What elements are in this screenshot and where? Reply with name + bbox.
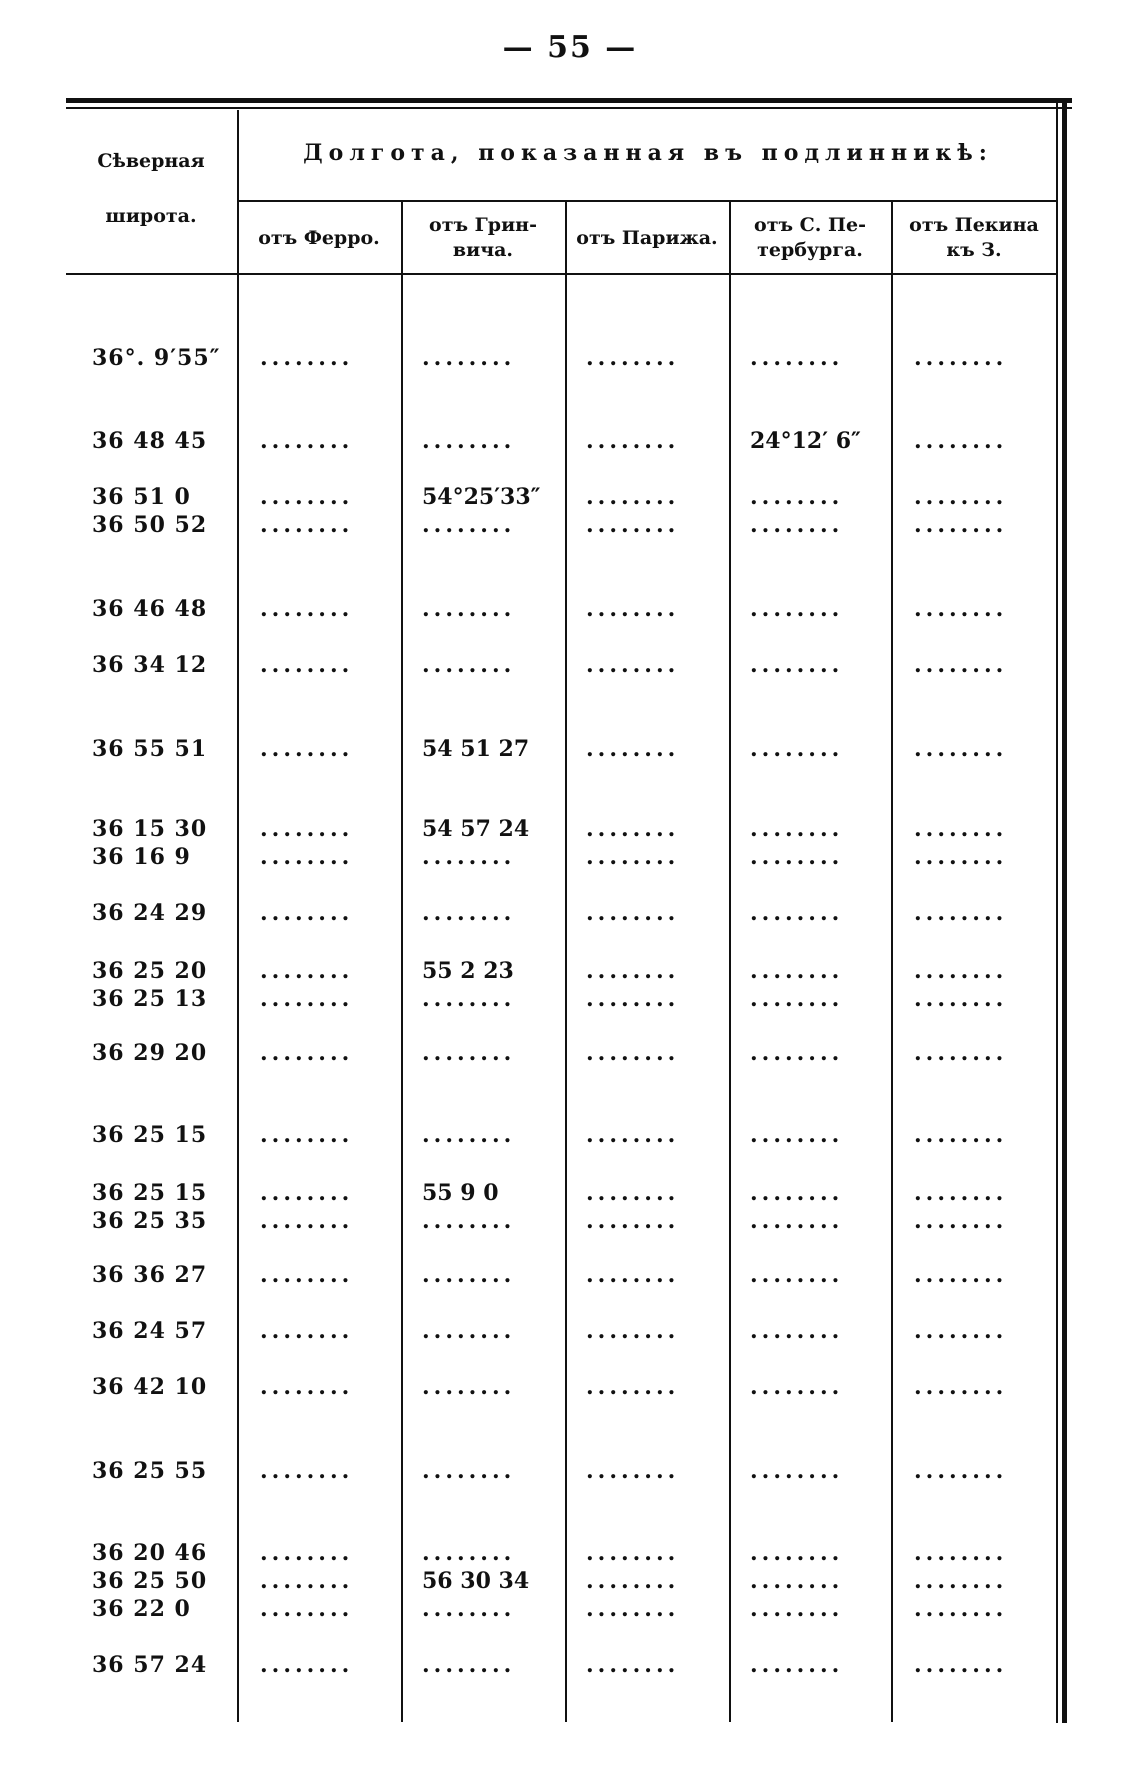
petersburg-cell: ........	[750, 1262, 844, 1288]
paris-cell: ........	[586, 512, 680, 538]
table-row	[66, 1122, 1066, 1150]
greenwich-cell: ........	[422, 512, 516, 538]
longitude-header-title: Долгота, показанная въ подлинникѣ:	[303, 140, 993, 166]
peking-cell: ........	[914, 1122, 1008, 1148]
latitude-cell: 36 25 15	[92, 1122, 208, 1148]
latitude-cell: 36 25 15	[92, 1180, 208, 1206]
table-row	[66, 1040, 1066, 1068]
peking-cell: ........	[914, 1180, 1008, 1206]
paris-cell: ........	[586, 1318, 680, 1344]
column-header-greenwich-l2: вича.	[452, 239, 514, 261]
greenwich-cell: 54°25′33″	[422, 484, 541, 510]
paris-cell: ........	[586, 1122, 680, 1148]
ferro-cell: ........	[260, 900, 354, 926]
ferro-cell: ........	[260, 1122, 354, 1148]
greenwich-cell: ........	[422, 345, 516, 371]
latitude-cell: 36 16 9	[92, 844, 191, 870]
latitude-cell: 36 51 0	[92, 484, 191, 510]
ferro-cell: ........	[260, 1540, 354, 1566]
greenwich-cell: ........	[422, 1374, 516, 1400]
latitude-cell: 36 46 48	[92, 596, 208, 622]
greenwich-cell: 56 30 34	[422, 1568, 530, 1594]
paris-cell: ........	[586, 484, 680, 510]
greenwich-cell: 55 2 23	[422, 958, 514, 984]
petersburg-cell: ........	[750, 900, 844, 926]
column-header-petersburg-l1: отъ С. Пе-	[754, 214, 866, 236]
ferro-cell: ........	[260, 1458, 354, 1484]
column-header-peking-l1: отъ Пекина	[909, 214, 1039, 236]
column-header-ferro-l1: отъ Ферро.	[258, 226, 380, 249]
table-row	[66, 844, 1066, 872]
petersburg-cell: ........	[750, 1596, 844, 1622]
peking-cell: ........	[914, 1374, 1008, 1400]
ferro-cell: ........	[260, 958, 354, 984]
top-rule-thick	[66, 98, 1072, 103]
table-row	[66, 736, 1066, 764]
table-row	[66, 596, 1066, 624]
greenwich-cell: ........	[422, 1596, 516, 1622]
table-row	[66, 1208, 1066, 1236]
petersburg-cell: ........	[750, 986, 844, 1012]
peking-cell: ........	[914, 958, 1008, 984]
ferro-cell: ........	[260, 1040, 354, 1066]
latitude-cell: 36 24 57	[92, 1318, 208, 1344]
peking-cell: ........	[914, 986, 1008, 1012]
paris-cell: ........	[586, 1040, 680, 1066]
latitude-cell: 36 22 0	[92, 1596, 191, 1622]
table-row	[66, 958, 1066, 986]
paris-cell: ........	[586, 1652, 680, 1678]
ferro-cell: ........	[260, 484, 354, 510]
latitude-cell: 36 25 35	[92, 1208, 208, 1234]
header-bottom-rule	[66, 273, 1058, 275]
latitude-cell: 36 15 30	[92, 816, 208, 842]
greenwich-cell: ........	[422, 900, 516, 926]
table-row	[66, 1374, 1066, 1402]
paris-cell: ........	[586, 958, 680, 984]
greenwich-cell: 54 57 24	[422, 816, 530, 842]
peking-cell: ........	[914, 1208, 1008, 1234]
paris-cell: ........	[586, 652, 680, 678]
latitude-cell: 36 29 20	[92, 1040, 208, 1066]
table-row	[66, 1318, 1066, 1346]
paris-cell: ........	[586, 1180, 680, 1206]
table-row	[66, 652, 1066, 680]
peking-cell: ........	[914, 1458, 1008, 1484]
paris-cell: ........	[586, 816, 680, 842]
petersburg-cell: ........	[750, 1180, 844, 1206]
petersburg-cell: ........	[750, 736, 844, 762]
peking-cell: ........	[914, 1540, 1008, 1566]
latitude-cell: 36 25 20	[92, 958, 208, 984]
table-row	[66, 484, 1066, 512]
ferro-cell: ........	[260, 345, 354, 371]
peking-cell: ........	[914, 816, 1008, 842]
peking-cell: ........	[914, 900, 1008, 926]
ferro-cell: ........	[260, 816, 354, 842]
table-row	[66, 512, 1066, 540]
paris-cell: ........	[586, 1596, 680, 1622]
petersburg-cell: ........	[750, 1040, 844, 1066]
peking-cell: ........	[914, 736, 1008, 762]
petersburg-cell: ........	[750, 816, 844, 842]
peking-cell: ........	[914, 652, 1008, 678]
peking-cell: ........	[914, 1318, 1008, 1344]
ferro-cell: ........	[260, 986, 354, 1012]
petersburg-cell: ........	[750, 1458, 844, 1484]
petersburg-cell: ........	[750, 652, 844, 678]
greenwich-cell: ........	[422, 652, 516, 678]
petersburg-cell: ........	[750, 484, 844, 510]
header-subrule	[238, 200, 1058, 202]
ferro-cell: ........	[260, 1374, 354, 1400]
table-row	[66, 1262, 1066, 1290]
peking-cell: ........	[914, 484, 1008, 510]
greenwich-cell: ........	[422, 1318, 516, 1344]
column-header-ferro	[238, 203, 400, 273]
greenwich-cell: ........	[422, 1458, 516, 1484]
paris-cell: ........	[586, 1374, 680, 1400]
greenwich-cell: ........	[422, 986, 516, 1012]
paris-cell: ........	[586, 986, 680, 1012]
ferro-cell: ........	[260, 844, 354, 870]
peking-cell: ........	[914, 1262, 1008, 1288]
petersburg-cell: ........	[750, 844, 844, 870]
column-header-paris	[566, 203, 728, 273]
greenwich-cell: ........	[422, 596, 516, 622]
column-header-petersburg-l2: тербурга.	[757, 239, 863, 261]
petersburg-cell: ........	[750, 1208, 844, 1234]
greenwich-cell: ........	[422, 1540, 516, 1566]
ferro-cell: ........	[260, 1652, 354, 1678]
table-row	[66, 1540, 1066, 1568]
table-row	[66, 816, 1066, 844]
paris-cell: ........	[586, 1568, 680, 1594]
latitude-cell: 36 55 51	[92, 736, 208, 762]
table-row	[66, 1596, 1066, 1624]
latitude-header-line1: Сѣверная	[97, 150, 205, 172]
latitude-cell: 36 24 29	[92, 900, 208, 926]
petersburg-cell: ........	[750, 1568, 844, 1594]
column-header-petersburg	[730, 203, 890, 273]
latitude-cell: 36 25 55	[92, 1458, 208, 1484]
greenwich-cell: ........	[422, 1262, 516, 1288]
petersburg-cell: ........	[750, 958, 844, 984]
ferro-cell: ........	[260, 428, 354, 454]
petersburg-cell: ........	[750, 1374, 844, 1400]
greenwich-cell: ........	[422, 1040, 516, 1066]
paris-cell: ........	[586, 345, 680, 371]
paris-cell: ........	[586, 1262, 680, 1288]
peking-cell: ........	[914, 1652, 1008, 1678]
ferro-cell: ........	[260, 652, 354, 678]
peking-cell: ........	[914, 512, 1008, 538]
latitude-cell: 36 36 27	[92, 1262, 208, 1288]
table-row	[66, 986, 1066, 1014]
ferro-cell: ........	[260, 1596, 354, 1622]
table-row	[66, 1180, 1066, 1208]
column-header-peking-l2: къ З.	[946, 239, 1002, 261]
paris-cell: ........	[586, 736, 680, 762]
petersburg-cell: ........	[750, 1652, 844, 1678]
table-row	[66, 1568, 1066, 1596]
ferro-cell: ........	[260, 1568, 354, 1594]
latitude-cell: 36 50 52	[92, 512, 208, 538]
greenwich-cell: ........	[422, 844, 516, 870]
petersburg-cell: ........	[750, 1540, 844, 1566]
paris-cell: ........	[586, 900, 680, 926]
peking-cell: ........	[914, 1040, 1008, 1066]
petersburg-cell: ........	[750, 345, 844, 371]
petersburg-cell: ........	[750, 1122, 844, 1148]
ferro-cell: ........	[260, 596, 354, 622]
petersburg-cell: 24°12′ 6″	[750, 428, 861, 454]
page-number: — 55 —	[502, 30, 638, 65]
ferro-cell: ........	[260, 1208, 354, 1234]
latitude-cell: 36°. 9′55″	[92, 345, 221, 371]
paris-cell: ........	[586, 1208, 680, 1234]
ferro-cell: ........	[260, 1318, 354, 1344]
peking-cell: ........	[914, 844, 1008, 870]
latitude-cell: 36 20 46	[92, 1540, 208, 1566]
peking-cell: ........	[914, 1596, 1008, 1622]
ferro-cell: ........	[260, 1262, 354, 1288]
table-row	[66, 900, 1066, 928]
greenwich-cell: ........	[422, 1208, 516, 1234]
latitude-header-line2: широта.	[105, 205, 197, 227]
table-row	[66, 1458, 1066, 1486]
greenwich-cell: ........	[422, 1122, 516, 1148]
top-rule-thin	[66, 107, 1072, 109]
column-header-greenwich	[402, 203, 564, 273]
petersburg-cell: ........	[750, 1318, 844, 1344]
table-row	[66, 428, 1066, 456]
column-header-greenwich-l1: отъ Грин-	[429, 214, 537, 236]
greenwich-cell: 55 9 0	[422, 1180, 499, 1206]
latitude-cell: 36 57 24	[92, 1652, 208, 1678]
greenwich-cell: ........	[422, 428, 516, 454]
peking-cell: ........	[914, 596, 1008, 622]
latitude-cell: 36 48 45	[92, 428, 208, 454]
paris-cell: ........	[586, 428, 680, 454]
paris-cell: ........	[586, 1458, 680, 1484]
paris-cell: ........	[586, 596, 680, 622]
ferro-cell: ........	[260, 512, 354, 538]
petersburg-cell: ........	[750, 596, 844, 622]
table-row	[66, 345, 1066, 373]
peking-cell: ........	[914, 1568, 1008, 1594]
column-header-paris-l1: отъ Парижа.	[576, 226, 718, 249]
greenwich-cell: ........	[422, 1652, 516, 1678]
peking-cell: ........	[914, 428, 1008, 454]
paris-cell: ........	[586, 844, 680, 870]
column-header-peking	[892, 203, 1056, 273]
latitude-cell: 36 25 50	[92, 1568, 208, 1594]
petersburg-cell: ........	[750, 512, 844, 538]
peking-cell: ........	[914, 345, 1008, 371]
latitude-cell: 36 42 10	[92, 1374, 208, 1400]
greenwich-cell: 54 51 27	[422, 736, 530, 762]
paris-cell: ........	[586, 1540, 680, 1566]
table-row	[66, 1652, 1066, 1680]
latitude-cell: 36 34 12	[92, 652, 208, 678]
ferro-cell: ........	[260, 736, 354, 762]
latitude-cell: 36 25 13	[92, 986, 208, 1012]
ferro-cell: ........	[260, 1180, 354, 1206]
